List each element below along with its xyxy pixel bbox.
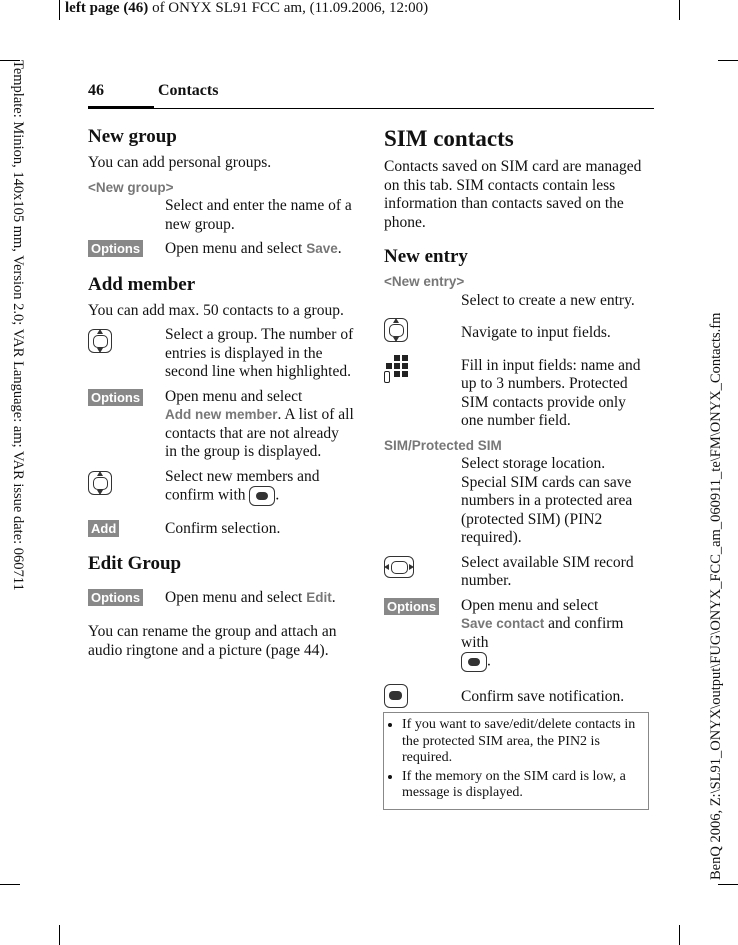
- sim-location-label: SIM/Protected SIM: [384, 437, 502, 453]
- options-desc: Open menu and select Save contact and confirm with .: [461, 597, 650, 673]
- options-softkey: Options: [88, 240, 143, 257]
- navlr-row: [384, 554, 650, 591]
- options-row: [88, 388, 354, 462]
- page-title: Contacts: [158, 82, 219, 99]
- options-softkey: Options: [88, 389, 143, 406]
- crop-mark: [59, 925, 60, 945]
- new-group-heading: New group: [88, 126, 177, 147]
- new-group-menu-desc: Select and enter the name of a new group.: [165, 197, 352, 233]
- nav-up-down-icon: [88, 471, 112, 495]
- template-info-vertical: [6, 60, 30, 860]
- right-column: [384, 126, 650, 707]
- nav-desc: Select new members and confirm with .: [165, 468, 354, 507]
- nav-row: [88, 326, 354, 382]
- nav-row: [88, 468, 354, 507]
- add-softkey: Add: [88, 520, 119, 537]
- new-entry-menu-desc: Select to create a new entry.: [461, 291, 635, 309]
- sim-contacts-intro: Contacts saved on SIM card are managed on this tab. SIM contacts contain less information than contacts saved on the phone.: [384, 158, 642, 231]
- sim-contacts-heading: SIM contacts: [384, 126, 514, 151]
- center-key-icon: [249, 486, 275, 506]
- new-group-menu-item: <New group>: [88, 179, 174, 195]
- nav-desc: Select a group. The number of entries is displayed in the second line when highlighted.: [165, 326, 354, 380]
- add-member-heading: Add member: [88, 273, 196, 295]
- note-item: • If the memory on the SIM card is low, a message is displayed.: [402, 769, 642, 802]
- nav-up-down-icon: [88, 329, 112, 353]
- header-rule: [88, 108, 654, 109]
- template-info-text: Template: Minion, 140x105 mm, Version 2.0; VAR Language: am; VAR issue date: 060711: [10, 60, 26, 591]
- options-softkey: Options: [88, 589, 143, 606]
- print-info-rest: of ONYX SL91 FCC am, (11.09.2006, 12:00): [148, 0, 429, 16]
- header-rule-accent: [88, 106, 154, 109]
- crop-mark: [718, 884, 738, 885]
- crop-mark: [679, 0, 680, 20]
- options-row: [384, 597, 650, 673]
- center-key-icon: [384, 684, 408, 708]
- crop-mark: [0, 884, 20, 885]
- options-row: [88, 589, 354, 608]
- keypad-icon: [384, 355, 410, 381]
- new-group-intro: You can add personal groups.: [88, 154, 272, 171]
- center-desc: Confirm save notification.: [461, 688, 625, 705]
- crop-mark: [679, 925, 680, 945]
- edit-group-outro: You can rename the group and attach an audio ringtone and a picture (page 44).: [88, 623, 337, 659]
- options-desc: Open menu and select Save.: [165, 240, 342, 257]
- note-item: • If you want to save/edit/delete contacts in the protected SIM area, the PIN2 is required.: [402, 717, 642, 767]
- notes-box: [383, 712, 649, 810]
- nav-desc: Navigate to input fields.: [461, 324, 611, 341]
- nav-left-right-icon: [384, 556, 414, 578]
- navlr-desc: Select available SIM record number.: [461, 553, 634, 589]
- page-number: 46: [88, 82, 104, 99]
- new-entry-heading: New entry: [384, 246, 468, 267]
- options-row: [88, 240, 354, 259]
- keypad-desc: Fill in input fields: name and up to 3 numbers. Protected SIM contacts provide only one number field.: [461, 356, 641, 429]
- center-key-icon: [461, 652, 487, 672]
- print-info-line: [65, 0, 428, 17]
- options-desc: Open menu and select Add new member. A list of all contacts that are not already in the group is displayed.: [165, 387, 354, 460]
- center-row: [384, 688, 650, 707]
- add-desc: Confirm selection.: [165, 520, 281, 537]
- nav-up-down-icon: [384, 318, 408, 342]
- options-desc: Open menu and select Edit.: [165, 588, 336, 606]
- sim-location-desc: Select storage location. Special SIM cards can save numbers in a protected area (protected SIM) (PIN2 required).: [461, 455, 633, 546]
- file-path-text: BenQ 2006, Z:\SL91_ONYX\output\FUG\ONYX_FCC_am_060911_te\FM\ONYX_Contacts.fm: [708, 312, 724, 880]
- keypad-row: [384, 357, 650, 431]
- edit-group-heading: Edit Group: [88, 552, 182, 574]
- file-path-vertical: [706, 60, 730, 880]
- add-member-intro: You can add max. 50 contacts to a group.: [88, 301, 344, 319]
- new-entry-menu-item: <New entry>: [384, 274, 465, 289]
- add-row: [88, 520, 354, 539]
- print-info-bold: left page (46): [65, 0, 149, 16]
- options-softkey: Options: [384, 598, 439, 615]
- crop-mark: [59, 0, 60, 20]
- left-column: [88, 126, 354, 660]
- nav-row: [384, 324, 650, 343]
